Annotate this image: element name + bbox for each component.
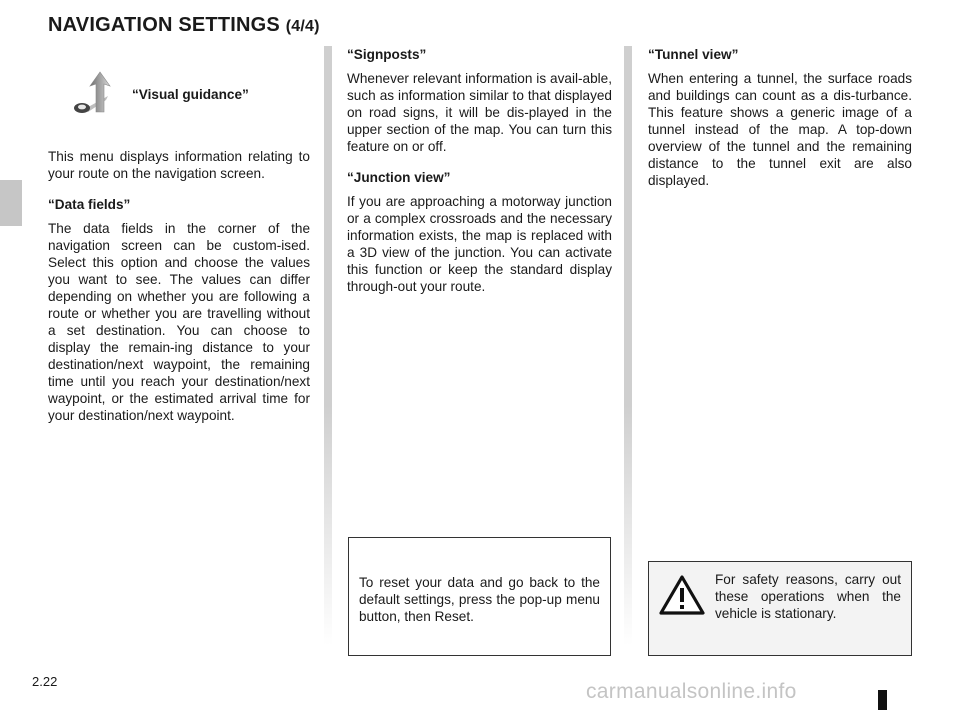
visual-guidance-intro: This menu displays information relating to your route on the navigation screen.	[48, 149, 310, 181]
column-divider-right	[624, 46, 632, 646]
visual-guidance-label: “Visual guidance”	[132, 87, 249, 102]
title-part: (4/4)	[285, 18, 320, 35]
page-edge-marker	[878, 690, 887, 710]
reset-note-text: To reset your data and go back to the default settings, press the pop-up menu button, then Reset.	[359, 575, 600, 624]
middle-column	[347, 46, 612, 309]
watermark: carmanualsonline.info	[586, 680, 797, 703]
visual-guidance-row	[48, 64, 310, 134]
visual-guidance-icon	[68, 68, 128, 124]
left-column	[48, 64, 310, 438]
signposts-body: Whenever relevant information is avail-able, such as information similar to that displayed on road signs, it will be dis-played in the upper section of the map. You can turn this feature on or off.	[347, 71, 612, 154]
junction-view-heading: “Junction view”	[347, 170, 451, 185]
page-title	[48, 14, 320, 37]
tunnel-view-heading: “Tunnel view”	[648, 47, 739, 62]
safety-note-box	[648, 561, 912, 656]
tunnel-view-body: When entering a tunnel, the surface roads and buildings can count as a dis-turbance. This feature shows a generic image of a tunnel instead of the map. A top-down overview of the tunnel and the remaining distance to the tunnel exit are also displayed.	[648, 71, 912, 188]
safety-note-text: For safety reasons, carry out these operations when the vehicle is stationary.	[715, 572, 901, 621]
column-divider-left	[324, 46, 332, 646]
junction-view-body: If you are approaching a motorway junction or a complex crossroads and the necessary information exists, the map is replaced with a 3D view of the junction. You can activate this function or keep the standard display through-out your route.	[347, 194, 612, 294]
chapter-tab	[0, 180, 22, 226]
reset-note-box	[348, 537, 611, 656]
signposts-heading: “Signposts”	[347, 47, 427, 62]
title-text: NAVIGATION SETTINGS	[48, 14, 280, 36]
page-number: 2.22	[32, 674, 58, 689]
right-column	[648, 46, 912, 203]
warning-triangle-icon	[659, 574, 705, 616]
data-fields-heading: “Data fields”	[48, 197, 131, 212]
data-fields-body: The data fields in the corner of the navigation screen can be custom-ised. Select this option and choose the values you want to see. The values can differ depending on whether you are following a route or whether you are travelling without a set destination. You can choose to display the remain-ing distance to your destination/next waypoint, the remaining time until you reach your destination/next waypoint, or the estimated arrival time for your destination/next waypoint.	[48, 221, 310, 423]
